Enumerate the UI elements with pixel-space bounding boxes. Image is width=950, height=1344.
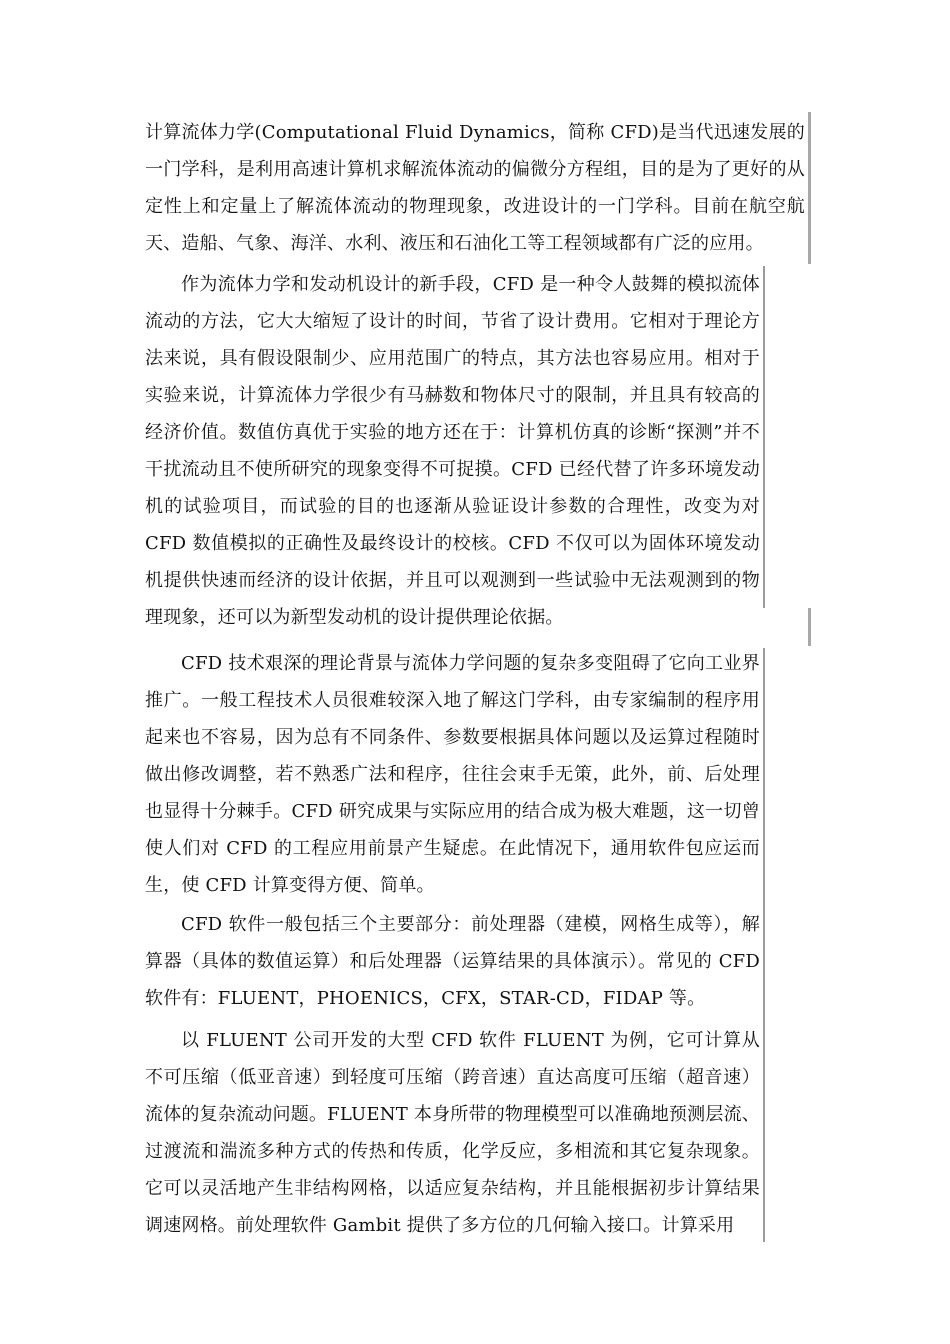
change-bar — [808, 608, 811, 646]
paragraph-software-parts: CFD 软件一般包括三个主要部分：前处理器（建模，网格生成等），解算器（具体的数值运算）和后处理器（运算结果的具体演示）。常见的 CFD 软件有：FLUENT，PHOENICS，CFX，STAR-CD，FIDAP 等。 — [145, 914, 760, 1009]
change-bar — [808, 112, 811, 264]
paragraph-difficulties: CFD 技术艰深的理论背景与流体力学问题的复杂多变阻碍了它向工业界推广。一般工程技术人员很难较深入地了解这门学科，由专家编制的程序用起来也不容易，因为总有不同条件、参数要根据具体问题以及运算过程随时做出修改调整，若不熟悉广法和程序，往往会束手无策，此外，前、后处理也显得十分棘手。CFD 研究成果与实际应用的结合成为极大难题，这一切曾使人们对 CFD 的工程应用前景产生疑虑。在此情况下，通用软件包应运而生，使 CFD 计算变得方便、简单。 — [145, 653, 760, 896]
change-bar — [763, 648, 765, 1242]
paragraph-intro: 计算流体力学(Computational Fluid Dynamics，简称 CFD)是当代迅速发展的一门学科，是利用高速计算机求解流体流动的偏微分方程组，目的是为了更好的从定性上和定量上了解流体流动的物理现象，改进设计的一门学科。目前在航空航天、造船、气象、海洋、水利、液压和石油化工等工程领域都有广泛的应用。 — [145, 122, 805, 254]
change-bar — [763, 266, 765, 608]
paragraph-fluent: 以 FLUENT 公司开发的大型 CFD 软件 FLUENT 为例，它可计算从不可压缩（低亚音速）到轻度可压缩（跨音速）直达高度可压缩（超音速）流体的复杂流动问题。FLUENT 本身所带的物理模型可以准确地预测层流、过渡流和湍流多种方式的传热和传质，化学反应，多相流和其它复杂现象。它可以灵活地产生非结构网格，以适应复杂结构，并且能根据初步计算结果调速网格。前处理软件 Gambit 提供了多方位的几何输入接口。计算采用 — [145, 1030, 760, 1236]
paragraph-advantages: 作为流体力学和发动机设计的新手段，CFD 是一种令人鼓舞的模拟流体流动的方法，它大大缩短了设计的时间，节省了设计费用。它相对于理论方法来说，具有假设限制少、应用范围广的特点，其方法也容易应用。相对于实验来说，计算流体力学很少有马赫数和物体尺寸的限制，并且具有较高的经济价值。数值仿真优于实验的地方还在于：计算机仿真的诊断“探测”并不干扰流动且不使所研究的现象变得不可捉摸。CFD 已经代替了许多环境发动机的试验项目，而试验的目的也逐渐从验证设计参数的合理性，改变为对 CFD 数值模拟的正确性及最终设计的校核。CFD 不仅可以为固体环境发动机提供快速而经济的设计依据，并且可以观测到一些试验中无法观测到的物理现象，还可以为新型发动机的设计提供理论依据。 — [145, 274, 760, 628]
